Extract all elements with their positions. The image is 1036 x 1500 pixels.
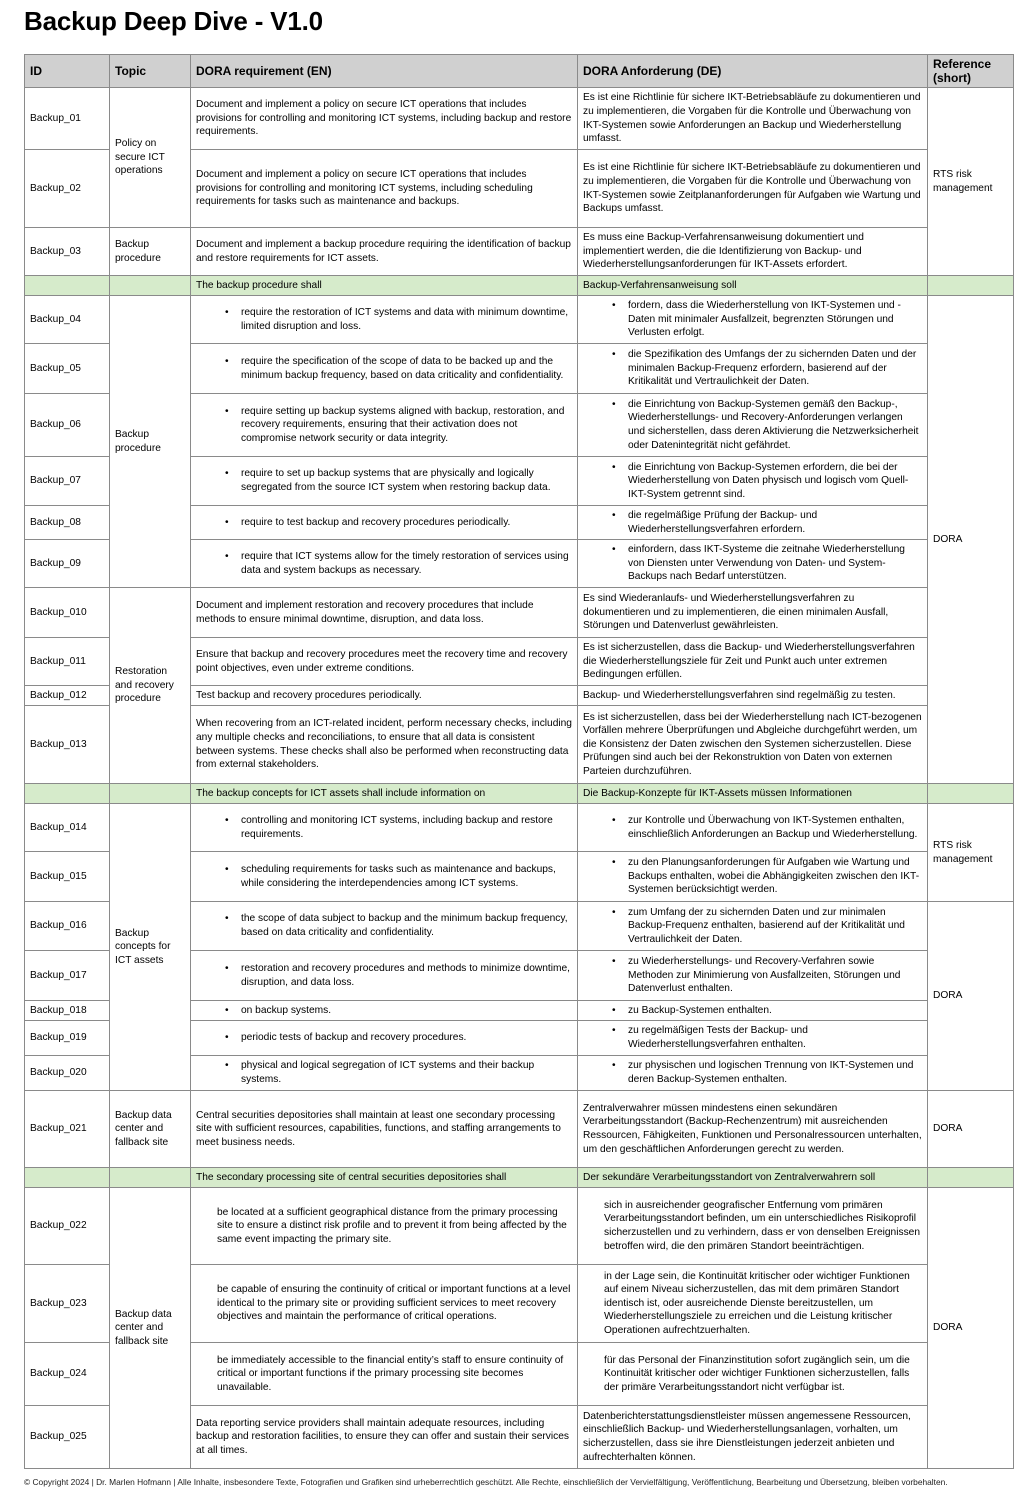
bullet-en: • require to test backup and recovery procedures periodically. xyxy=(241,516,572,530)
row-id: Backup_04 xyxy=(25,296,110,344)
row-reference: RTS risk management xyxy=(928,88,1014,276)
header-topic: Topic xyxy=(110,55,191,88)
bullet-de: • zum Umfang der zu sichernden Daten und zur minimalen Backup-Frequenz enthalten, basierend auf der Kritikalität und Vertraulichkeit der Daten. xyxy=(628,906,922,947)
row-id: Backup_06 xyxy=(25,394,110,457)
row-de: in der Lage sein, die Kontinuität kritischer oder wichtiger Funktionen auf einem Niveau sicherzustellen, das mit dem primären Standort identisch ist, oder ausreichende Dienste bereitzustellen, um Wiederherstellungsziele zu erreichen und die Leistung kritischer Operationen aufrechtzuerhalten. xyxy=(578,1265,928,1343)
row-reference: DORA xyxy=(928,902,1014,1091)
row-id: Backup_01 xyxy=(25,88,110,150)
row-id: Backup_020 xyxy=(25,1056,110,1091)
row-id: Backup_014 xyxy=(25,804,110,852)
table-row xyxy=(25,296,1014,344)
table-row xyxy=(25,1091,1014,1168)
row-en: Test backup and recovery procedures periodically. xyxy=(191,686,578,706)
bullet-en: • scheduling requirements for tasks such as maintenance and backups, while considering the interdependencies among ICT systems. xyxy=(241,863,572,890)
bullet-en: • on backup systems. xyxy=(241,1004,572,1018)
row-id: Backup_019 xyxy=(25,1021,110,1056)
table-row xyxy=(25,588,1014,638)
page-title: Backup Deep Dive - V1.0 xyxy=(24,6,323,36)
row-de: für das Personal der Finanzinstitution sofort zugänglich sein, um die Kontinuität kritischer oder wichtiger Funktionen sicherzustellen, falls der primäre Verarbeitungsstandort nicht verfügbar ist. xyxy=(578,1343,928,1406)
row-en: Ensure that backup and recovery procedures meet the recovery time and recovery point objectives, even under extreme conditions. xyxy=(191,638,578,686)
row-topic: Policy on secure ICT operations xyxy=(110,88,191,228)
bullet-de: • zu regelmäßigen Tests der Backup- und Wiederherstellungsverfahren enthalten. xyxy=(628,1024,922,1051)
bullet-en: • require to set up backup systems that are physically and logically segregated from the source ICT system when restoring backup data. xyxy=(241,467,572,494)
row-de: Zentralverwahrer müssen mindestens einen sekundären Verarbeitungsstandort (Backup-Rechenzentrum) mit ausreichenden Ressourcen, Fähigkeiten, Funktionen und Personalressourcen unterhalten, um den geschäftlichen Anforderungen gerecht zu werden. xyxy=(578,1091,928,1168)
bullet-de: • die Einrichtung von Backup-Systemen gemäß den Backup-, Wiederherstellungs- und Recovery-Anforderungen verlangen und sicherstellen, dass deren Aktivierung die Netzwerksicherheit oder Datenintegrität nicht gefährdet. xyxy=(628,398,922,452)
row-id: Backup_016 xyxy=(25,902,110,951)
row-de: sich in ausreichender geografischer Entfernung vom primären Verarbeitungsstandort befinden, um ein unterschiedliches Risikoprofil sicherzustellen und zu verhindern, dass er von denselben Ereignissen betroffen wird, die den primären Standort beeinträchtigen. xyxy=(578,1188,928,1265)
row-id: Backup_024 xyxy=(25,1343,110,1406)
section-de: Backup-Verfahrensanweisung soll xyxy=(578,276,928,296)
row-id: Backup_022 xyxy=(25,1188,110,1265)
requirements-table xyxy=(24,54,1014,1469)
bullet-en: • restoration and recovery procedures and methods to minimize downtime, disruption, and data loss. xyxy=(241,962,572,989)
bullet-en: • require that ICT systems allow for the timely restoration of services using data and system backups as necessary. xyxy=(241,550,572,577)
section-row xyxy=(25,276,1014,296)
row-de: Es muss eine Backup-Verfahrensanweisung dokumentiert und implementiert werden, die die Identifizierung von Backup- und Wiederherstellungsanforderungen für IKT-Assets erfordert. xyxy=(578,228,928,276)
section-en: The backup concepts for ICT assets shall include information on xyxy=(191,784,578,804)
section-de: Die Backup-Konzepte für IKT-Assets müssen Informationen xyxy=(578,784,928,804)
row-de: Backup- und Wiederherstellungsverfahren sind regelmäßig zu testen. xyxy=(578,686,928,706)
row-en: When recovering from an ICT-related incident, perform necessary checks, including any multiple checks and reconciliations, to ensure that all data is consistent between systems. These checks shall also be performed when reconstructing data from external stakeholders. xyxy=(191,706,578,784)
table-row xyxy=(25,1188,1014,1265)
copyright-footer: © Copyright 2024 | Dr. Marlen Hofmann | Alle Inhalte, insbesondere Texte, Fotografien und Grafiken sind urheberrechtlich geschützt. Alle Rechte, einschließlich der Vervielfältigung, Veröffentlichung, Bearbeitung und Übersetzung, bleiben vorbehalten. xyxy=(24,1477,948,1487)
table-row xyxy=(25,228,1014,276)
row-id: Backup_021 xyxy=(25,1091,110,1168)
row-de: Es ist eine Richtlinie für sichere IKT-Betriebsabläufe zu dokumentieren und zu implementieren, die Vorgaben für die Kontrolle und Überwachung von IKT-Systemen sowie Anforderungen an Backup und Wiederherstellung umfasst. xyxy=(578,88,928,150)
row-topic: Backup procedure xyxy=(110,228,191,276)
row-reference: DORA xyxy=(928,1091,1014,1168)
row-id: Backup_012 xyxy=(25,686,110,706)
section-en: The secondary processing site of central securities depositories shall xyxy=(191,1168,578,1188)
section-row xyxy=(25,1168,1014,1188)
bullet-de: • zur Kontrolle und Überwachung von IKT-Systemen enthalten, einschließlich Anforderungen an Backup und Wiederherstellung. xyxy=(628,814,922,841)
row-topic: Backup concepts for ICT assets xyxy=(110,804,191,1091)
bullet-de: • zu Wiederherstellungs- und Recovery-Verfahren sowie Methoden zur Minimierung von Ausfallzeiten, Störungen und Datenverlust enthalten. xyxy=(628,955,922,996)
section-en: The backup procedure shall xyxy=(191,276,578,296)
row-id: Backup_010 xyxy=(25,588,110,638)
row-en: Document and implement a backup procedure requiring the identification of backup and restore requirements for ICT assets. xyxy=(191,228,578,276)
row-en: Document and implement restoration and recovery procedures that include methods to ensure minimal downtime, disruption, and data loss. xyxy=(191,588,578,638)
row-id: Backup_08 xyxy=(25,506,110,540)
row-en: be located at a sufficient geographical distance from the primary processing site to ensure a distinct risk profile and to prevent it from being affected by the same event impacting the primary site. xyxy=(191,1188,578,1265)
row-id: Backup_023 xyxy=(25,1265,110,1343)
bullet-en: • the scope of data subject to backup and the minimum backup frequency, based on data criticality and confidentiality. xyxy=(241,912,572,939)
section-de: Der sekundäre Verarbeitungsstandort von Zentralverwahrern soll xyxy=(578,1168,928,1188)
row-reference: DORA xyxy=(928,296,1014,784)
row-topic: Restoration and recovery procedure xyxy=(110,588,191,784)
row-en: Document and implement a policy on secure ICT operations that includes provisions for controlling and monitoring ICT systems, including scheduling requirements for tasks such as maintenance and backups. xyxy=(191,150,578,228)
bullet-de: • zur physischen und logischen Trennung von IKT-Systemen und deren Backup-Systemen enthalten. xyxy=(628,1059,922,1086)
bullet-de: • die regelmäßige Prüfung der Backup- und Wiederherstellungsverfahren erfordern. xyxy=(628,509,922,536)
table-row xyxy=(25,88,1014,150)
row-id: Backup_07 xyxy=(25,457,110,506)
header-id: ID xyxy=(25,55,110,88)
bullet-en: • controlling and monitoring ICT systems, including backup and restore requirements. xyxy=(241,814,572,841)
row-topic: Backup procedure xyxy=(110,296,191,588)
row-en: Data reporting service providers shall maintain adequate resources, including backup and restoration facilities, to ensure they can offer and sustain their services at all times. xyxy=(191,1406,578,1469)
row-id: Backup_09 xyxy=(25,540,110,588)
row-id: Backup_02 xyxy=(25,150,110,228)
table-header-row xyxy=(25,55,1014,88)
bullet-de: • einfordern, dass IKT-Systeme die zeitnahe Wiederherstellung von Diensten unter Verwendung von Daten- und System-Backups nach Bedarf unterstützen. xyxy=(628,543,922,584)
row-de: Es ist sicherzustellen, dass die Backup- und Wiederherstellungsverfahren die Wiederherstellungsziele für Zeit und Punkt auch unter extremen Bedingungen erfüllen. xyxy=(578,638,928,686)
row-id: Backup_015 xyxy=(25,852,110,902)
row-id: Backup_025 xyxy=(25,1406,110,1469)
bullet-de: • die Einrichtung von Backup-Systemen erfordern, die bei der Wiederherstellung von Daten physisch und logisch vom Quell-IKT-System getrennt sind. xyxy=(628,461,922,502)
row-de: Es ist eine Richtlinie für sichere IKT-Betriebsabläufe zu dokumentieren und zu implementieren, die Vorgaben für die Kontrolle und Überwachung von IKT-Systemen sowie Zeitplananforderungen für Aufgaben wie Wartung und Backups umfasst. xyxy=(578,150,928,228)
row-topic: Backup data center and fallback site xyxy=(110,1091,191,1168)
bullet-en: • physical and logical segregation of ICT systems and their backup systems. xyxy=(241,1059,572,1086)
row-id: Backup_03 xyxy=(25,228,110,276)
row-id: Backup_013 xyxy=(25,706,110,784)
table-row xyxy=(25,804,1014,852)
row-en: be immediately accessible to the financial entity’s staff to ensure continuity of critical or important functions if the primary processing site becomes unavailable. xyxy=(191,1343,578,1406)
row-topic: Backup data center and fallback site xyxy=(110,1188,191,1469)
bullet-en: • require setting up backup systems aligned with backup, restoration, and recovery requirements, ensuring that their activation does not compromise network security or data integrity. xyxy=(241,405,572,446)
section-row xyxy=(25,784,1014,804)
row-id: Backup_018 xyxy=(25,1001,110,1021)
bullet-en: • periodic tests of backup and recovery procedures. xyxy=(241,1031,572,1045)
bullet-de: • zu Backup-Systemen enthalten. xyxy=(628,1004,922,1018)
row-en: Document and implement a policy on secure ICT operations that includes provisions for controlling and monitoring ICT systems, including backup and restore requirements. xyxy=(191,88,578,150)
bullet-en: • require the specification of the scope of data to be backed up and the minimum backup frequency, based on data criticality and confidentiality. xyxy=(241,355,572,382)
row-reference: DORA xyxy=(928,1188,1014,1469)
row-reference: RTS risk management xyxy=(928,804,1014,902)
row-en: be capable of ensuring the continuity of critical or important functions at a level identical to the primary site or providing sufficient services to meet recovery objectives and maintain the performance of critical operations. xyxy=(191,1265,578,1343)
row-id: Backup_011 xyxy=(25,638,110,686)
header-de: DORA Anforderung (DE) xyxy=(578,55,928,88)
row-id: Backup_017 xyxy=(25,951,110,1001)
header-reference: Reference (short) xyxy=(928,55,1014,88)
row-en: Central securities depositories shall maintain at least one secondary processing site with sufficient resources, capabilities, functions, and staffing arrangements to meet business needs. xyxy=(191,1091,578,1168)
header-en: DORA requirement (EN) xyxy=(191,55,578,88)
row-de: Es sind Wiederanlaufs- und Wiederherstellungsverfahren zu dokumentieren und zu implementieren, die einen minimalen Ausfall, Störungen und Datenverlust gewährleisten. xyxy=(578,588,928,638)
bullet-de: • die Spezifikation des Umfangs der zu sichernden Daten und der minimalen Backup-Frequenz erfordern, basierend auf der Kritikalität und Vertraulichkeit der Daten. xyxy=(628,348,922,389)
bullet-en: • require the restoration of ICT systems and data with minimum downtime, limited disruption and loss. xyxy=(241,306,572,333)
bullet-de: • fordern, dass die Wiederherstellung von IKT-Systemen und - Daten mit minimaler Ausfallzeit, begrenzten Störungen und Verlusten erfolgt. xyxy=(628,299,922,340)
bullet-de: • zu den Planungsanforderungen für Aufgaben wie Wartung und Backups enthalten, wobei die Abhängigkeiten zwischen den IKT-Systemen berücksichtigt werden. xyxy=(628,856,922,897)
row-de: Datenberichterstattungsdienstleister müssen angemessene Ressourcen, einschließlich Backup- und Wiederherstellungsanlagen, vorhalten, um sicherzustellen, dass sie ihre Dienstleistungen jederzeit anbieten und aufrechterhalten können. xyxy=(578,1406,928,1469)
row-id: Backup_05 xyxy=(25,344,110,394)
row-de: Es ist sicherzustellen, dass bei der Wiederherstellung nach ICT-bezogenen Vorfällen mehrere Überprüfungen und Abgleiche durchgeführt werden, um die Konsistenz der Daten zwischen den Systemen sicherzustellen. Diese Prüfungen sind auch bei der Rekonstruktion von Daten von externen Parteien durchzuführen. xyxy=(578,706,928,784)
